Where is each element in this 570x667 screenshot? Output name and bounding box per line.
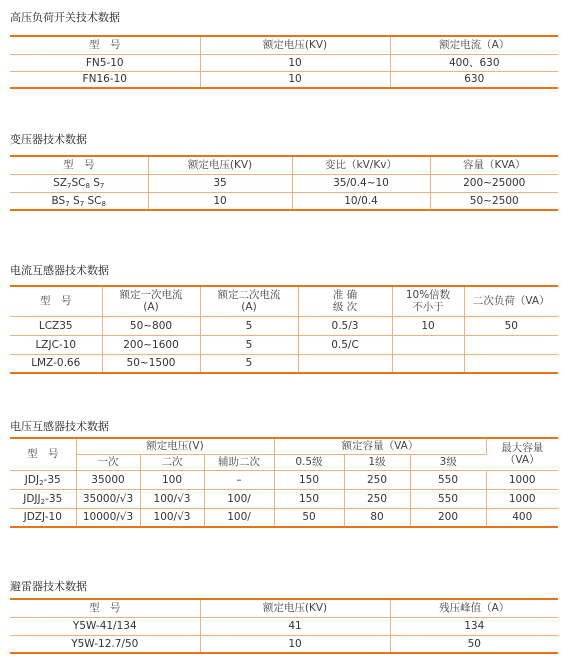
header-secondary: 二次 [140,454,204,470]
cell-aux: – [204,470,274,489]
model-subscript: 8 [101,199,106,208]
table-row [10,335,558,354]
cell-aux: 100/ [204,489,274,508]
cell-model [10,470,76,489]
header-secondary-load: 二次负荷（VA） [464,286,558,316]
transformer-spec-table [10,155,558,211]
header-unit: (A) [241,301,257,314]
header-model: 型 号 [10,286,102,316]
vt-spec-table [10,437,558,528]
header-line: 准 确 [332,289,358,302]
cell-load [464,354,558,373]
cell-max: 400 [512,511,533,524]
header-secondary-current [200,286,298,316]
cell-class-3: 550 [410,470,486,489]
cell-voltage: 41 [200,617,390,635]
cell-class-1: 250 [344,470,410,489]
cell-model [10,489,76,508]
model-part: SC [71,177,86,189]
header-model: 型 号 [10,156,148,174]
header-residual-voltage: 残压峰值（A） [390,599,558,617]
model-part: JDJ [24,473,40,486]
header-primary-current [102,286,200,316]
cell-model [10,174,148,192]
header-line: 额定一次电流 [119,289,183,302]
cell-model: LMZ-0.66 [10,354,102,373]
model-subscript: 7 [99,182,105,190]
cell-class-3: 550 [410,489,486,508]
header-rated-voltage: 额定电压(KV) [200,36,390,54]
model-part: -35 [45,492,63,505]
cell-residual: 50 [467,637,481,650]
table-row [10,354,558,373]
arrester-section-title: 避雷器技术数据 [10,580,87,593]
ct-spec-table [10,285,558,374]
table-row [10,192,558,210]
cell-residual: 134 [390,617,558,635]
cell-primary: 35000 [76,470,140,489]
cell-class-1: 250 [344,489,410,508]
model-part: S [93,177,100,189]
model-subscript: 2 [40,497,46,506]
cell-load: 50 [464,316,558,335]
cell-load [464,335,558,354]
table-row [10,174,558,192]
header-rated-current: 额定电流（A） [390,36,558,54]
table-header-row [10,286,558,316]
model-subscript: 2 [39,478,44,487]
header-class-3: 3级 [410,454,486,470]
cell-capacity: 200~25000 [430,174,558,192]
cell-primary: 10000/√3 [76,508,140,527]
arrester-spec-table [10,598,558,654]
table-header-row [10,156,558,174]
table-header-row [10,599,558,617]
header-rated-voltage: 额定电压(V) [76,438,274,454]
ct-section-title: 电流互感器技术数据 [10,264,109,277]
cell-secondary: 5 [200,335,298,354]
table-row [10,316,558,335]
header-line: 级 次 [332,301,358,314]
header-unit: （VA） [504,454,540,467]
cell-model [10,192,148,210]
cell-multiple [392,354,464,373]
cell-class-05: 150 [274,470,344,489]
transformer-section-title: 变压器技术数据 [10,133,87,146]
switch-section-title: 高压负荷开关技术数据 [10,11,120,24]
model-part: JDJJ [23,492,41,505]
cell-class-1: 80 [344,508,410,527]
cell-accuracy [298,354,392,373]
header-line: 最大容量 [501,442,544,455]
header-rated-voltage: 额定电压(KV) [200,599,390,617]
header-rated-capacity: 额定容量（VA） [274,438,486,454]
header-rated-voltage: 额定电压(KV) [148,156,292,174]
table-row [10,489,558,508]
cell-class-3: 200 [410,508,486,527]
cell-model: LCZ35 [10,316,102,335]
header-line: 不小于 [412,301,444,314]
model-subscript: 7 [66,182,72,190]
cell-secondary: 100/√3 [140,508,204,527]
cell-model: FN16-10 [10,71,200,88]
cell-model: Y5W-41/134 [10,617,200,635]
cell-primary: 50~800 [102,316,200,335]
cell-multiple: 10 [392,316,464,335]
header-class-05: 0.5级 [274,454,344,470]
cell-ratio: 10/0.4 [292,192,430,210]
cell-ratio: 35/0.4~10 [292,174,430,192]
header-unit: (A) [143,301,159,314]
header-class-1: 1级 [344,454,410,470]
cell-secondary: 5 [200,354,298,373]
switch-spec-table [10,35,558,89]
model-part: S [73,194,80,207]
cell-secondary: 100/√3 [140,489,204,508]
table-row [10,635,558,653]
table-header-row [10,438,558,454]
header-accuracy-class [298,286,392,316]
cell-model: FN5-10 [10,54,200,71]
table-row [10,617,558,635]
header-model: 型 号 [10,36,200,54]
cell-accuracy: 0.5/C [298,335,392,354]
cell-model: LZJC-10 [10,335,102,354]
model-part: SC [87,194,102,207]
table-row [10,54,558,71]
vt-section-title: 电压互感器技术数据 [10,420,109,433]
cell-class-05: 50 [274,508,344,527]
model-part: SZ [53,177,67,189]
cell-voltage: 35 [148,174,292,192]
cell-primary: 50~1500 [102,354,200,373]
header-line: 额定二次电流 [217,289,281,302]
cell-max: 1000 [486,489,558,508]
header-line: 10%倍数 [405,289,451,302]
header-model: 型 号 [10,438,76,470]
cell-capacity: 50~2500 [469,194,519,207]
header-capacity: 容量（KVA） [430,156,558,174]
header-ratio: 变比（kV/Kv） [292,156,430,174]
cell-voltage: 10 [200,71,390,88]
model-part: -35 [43,473,61,486]
table-row [10,71,558,88]
table-row [10,470,558,489]
cell-model: Y5W-12.7/50 [10,635,200,653]
model-subscript: 7 [65,199,70,208]
cell-class-05: 150 [274,489,344,508]
table-row [10,508,558,527]
cell-secondary: 100 [140,470,204,489]
model-part: JDZJ-10 [23,511,62,524]
cell-primary: 35000/√3 [76,489,140,508]
header-primary: 一次 [76,454,140,470]
cell-current: 630 [464,73,485,86]
table-header-row [10,36,558,54]
cell-model [10,508,76,527]
cell-aux: 100/ [204,508,274,527]
header-model: 型 号 [10,599,200,617]
model-part: BS [51,194,66,207]
cell-multiple [392,335,464,354]
cell-voltage: 10 [148,192,292,210]
table-subheader-row [10,454,558,470]
header-multiple [392,286,464,316]
cell-secondary: 5 [200,316,298,335]
cell-accuracy: 0.5/3 [298,316,392,335]
model-subscript: 8 [85,182,90,190]
header-aux-secondary: 辅助二次 [204,454,274,470]
cell-primary: 200~1600 [102,335,200,354]
cell-voltage: 10 [200,54,390,71]
cell-max: 1000 [486,470,558,489]
cell-current: 400、630 [390,54,558,71]
cell-voltage: 10 [200,635,390,653]
model-subscript: 7 [79,199,85,208]
header-max-capacity [486,438,558,470]
